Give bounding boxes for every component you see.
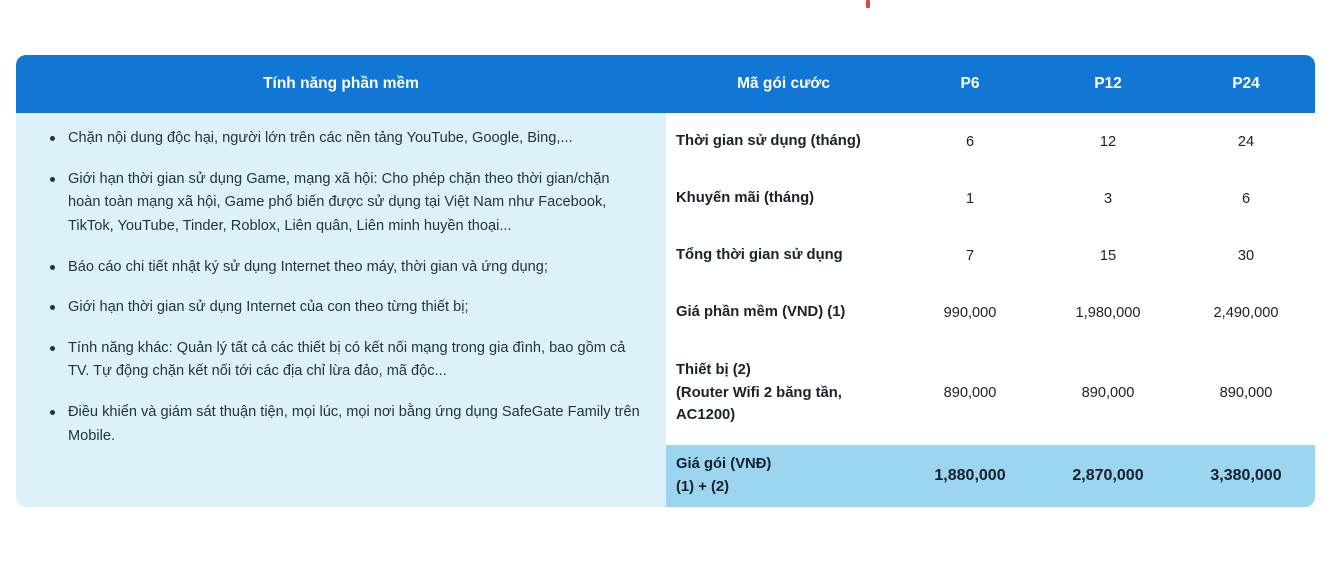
row-label-duration: Thời gian sử dụng (tháng) — [676, 133, 861, 150]
list-item: Chặn nội dung độc hại, người lớn trên các nền tảng YouTube, Google, Bing,... — [42, 127, 640, 151]
row-label-promotion: Khuyến mãi (tháng) — [676, 190, 815, 207]
cell-total-price-p24: 3,380,000 — [1210, 466, 1282, 484]
cell-total-price-p6: 1,880,000 — [934, 466, 1006, 484]
cell-software-price-p24: 2,490,000 — [1213, 304, 1279, 321]
cell-duration-p6: 6 — [965, 133, 975, 150]
list-item: Tính năng khác: Quản lý tất cả các thiết bị có kết nối mạng trong gia đình, bao gồm cả TV. Tự động chặn kết nối tới các địa chỉ lừa đảo, mã độc... — [42, 337, 640, 384]
table-row — [666, 341, 1315, 445]
cell-software-price-p6: 990,000 — [943, 304, 997, 321]
list-item: Giới hạn thời gian sử dụng Internet của con theo từng thiết bị; — [42, 296, 640, 320]
list-item: Giới hạn thời gian sử dụng Game, mạng xã hội: Cho phép chặn theo thời gian/chặn hoàn toàn mạng xã hội, Game phổ biến được sử dụng tại Việt Nam như Facebook, TikTok, YouTube, Tinder, Roblox, Liên quân, Liên minh huyền thoại... — [42, 168, 640, 239]
row-label-device-line3: AC1200) — [676, 407, 736, 424]
decorative-dot — [866, 0, 870, 8]
cell-promotion-p6: 1 — [965, 190, 975, 207]
table-row — [666, 227, 1315, 284]
table-header-row — [16, 55, 1315, 113]
table-row-total — [666, 445, 1315, 507]
cell-device-p24: 890,000 — [1219, 385, 1273, 401]
cell-device-p6: 890,000 — [943, 385, 997, 401]
row-label-total-price-line2: (1) + (2) — [676, 478, 730, 495]
cell-total-duration-p6: 7 — [965, 247, 975, 264]
pricing-pane — [666, 113, 1315, 507]
row-label-software-price: Giá phần mềm (VND) (1) — [676, 304, 846, 321]
cell-total-duration-p24: 30 — [1237, 247, 1255, 264]
cell-promotion-p24: 6 — [1241, 190, 1251, 207]
table-row — [666, 170, 1315, 227]
row-label-total-duration: Tổng thời gian sử dụng — [676, 247, 843, 264]
table-row — [666, 113, 1315, 170]
row-label-device-line1: Thiết bị (2) — [676, 361, 751, 378]
features-pane — [16, 113, 666, 507]
pricing-table — [16, 55, 1315, 507]
cell-device-p12: 890,000 — [1081, 385, 1135, 401]
cell-duration-p12: 12 — [1099, 133, 1117, 150]
header-features: Tính năng phần mềm — [263, 75, 419, 92]
table-body — [16, 113, 1315, 507]
row-label-device-line2: (Router Wifi 2 băng tần, — [676, 384, 842, 401]
list-item: Báo cáo chi tiết nhật ký sử dụng Internet theo máy, thời gian và ứng dụng; — [42, 256, 640, 280]
feature-list — [42, 127, 640, 448]
cell-software-price-p12: 1,980,000 — [1075, 304, 1141, 321]
cell-duration-p24: 24 — [1237, 133, 1255, 150]
header-column-p24: P24 — [1232, 75, 1260, 92]
header-column-p6: P6 — [960, 75, 980, 92]
header-package-code: Mã gói cước — [737, 75, 830, 92]
row-label-total-price-line1: Giá gói (VNĐ) — [676, 456, 772, 472]
header-column-p12: P12 — [1094, 75, 1122, 92]
row-label-total-price — [666, 445, 901, 507]
table-row — [666, 284, 1315, 341]
cell-total-price-p12: 2,870,000 — [1072, 466, 1144, 484]
list-item: Điều khiển và giám sát thuận tiện, mọi lúc, mọi nơi bằng ứng dụng SafeGate Family trên Mobile. — [42, 401, 640, 448]
row-label-device — [666, 351, 901, 436]
cell-total-duration-p12: 15 — [1099, 247, 1117, 264]
cell-promotion-p12: 3 — [1103, 190, 1113, 207]
